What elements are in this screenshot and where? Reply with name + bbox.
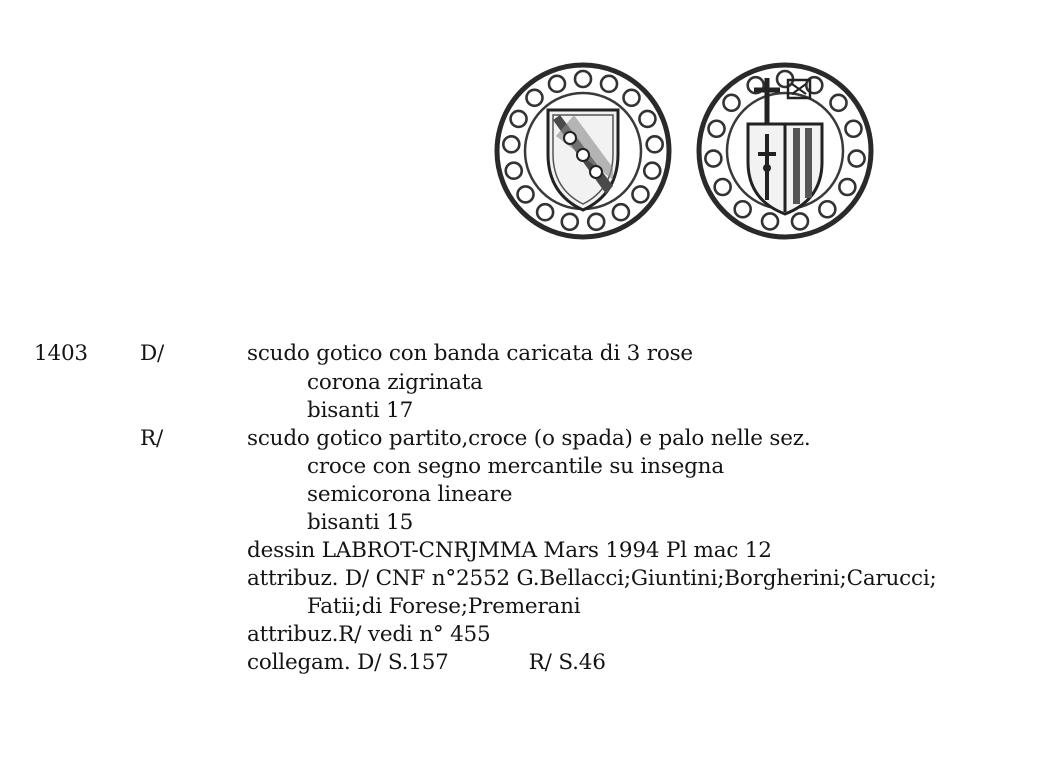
- reverse-label: R/: [140, 426, 164, 451]
- reverse-detail-1: croce con segno mercantile su insegna: [307, 454, 724, 479]
- obverse-detail-1: corona zigrinata: [307, 370, 483, 395]
- collegam-line: [247, 650, 606, 676]
- attribution-d-continued: Fatii;di Forese;Premerani: [307, 594, 581, 619]
- obverse-detail-2: bisanti 17: [307, 398, 414, 423]
- collegam-r: R/ S.46: [528, 650, 606, 675]
- reverse-description: scudo gotico partito,croce (o spada) e palo nelle sez.: [247, 426, 811, 451]
- reverse-detail-3: bisanti 15: [307, 510, 414, 535]
- obverse-label: D/: [140, 341, 165, 366]
- collegam-d: collegam. D/ S.157: [247, 650, 449, 675]
- reverse-detail-2: semicorona lineare: [307, 482, 513, 507]
- catalog-number: 1403: [34, 341, 88, 366]
- attribution-d: attribuz. D/ CNF n°2552 G.Bellacci;Giuntini;Borgherini;Carucci;: [247, 566, 937, 591]
- obverse-description: scudo gotico con banda caricata di 3 rose: [247, 341, 693, 366]
- dessin-note: dessin LABROT-CNRJMMA Mars 1994 Pl mac 12: [247, 538, 772, 563]
- attribution-r: attribuz.R/ vedi n° 455: [247, 622, 491, 647]
